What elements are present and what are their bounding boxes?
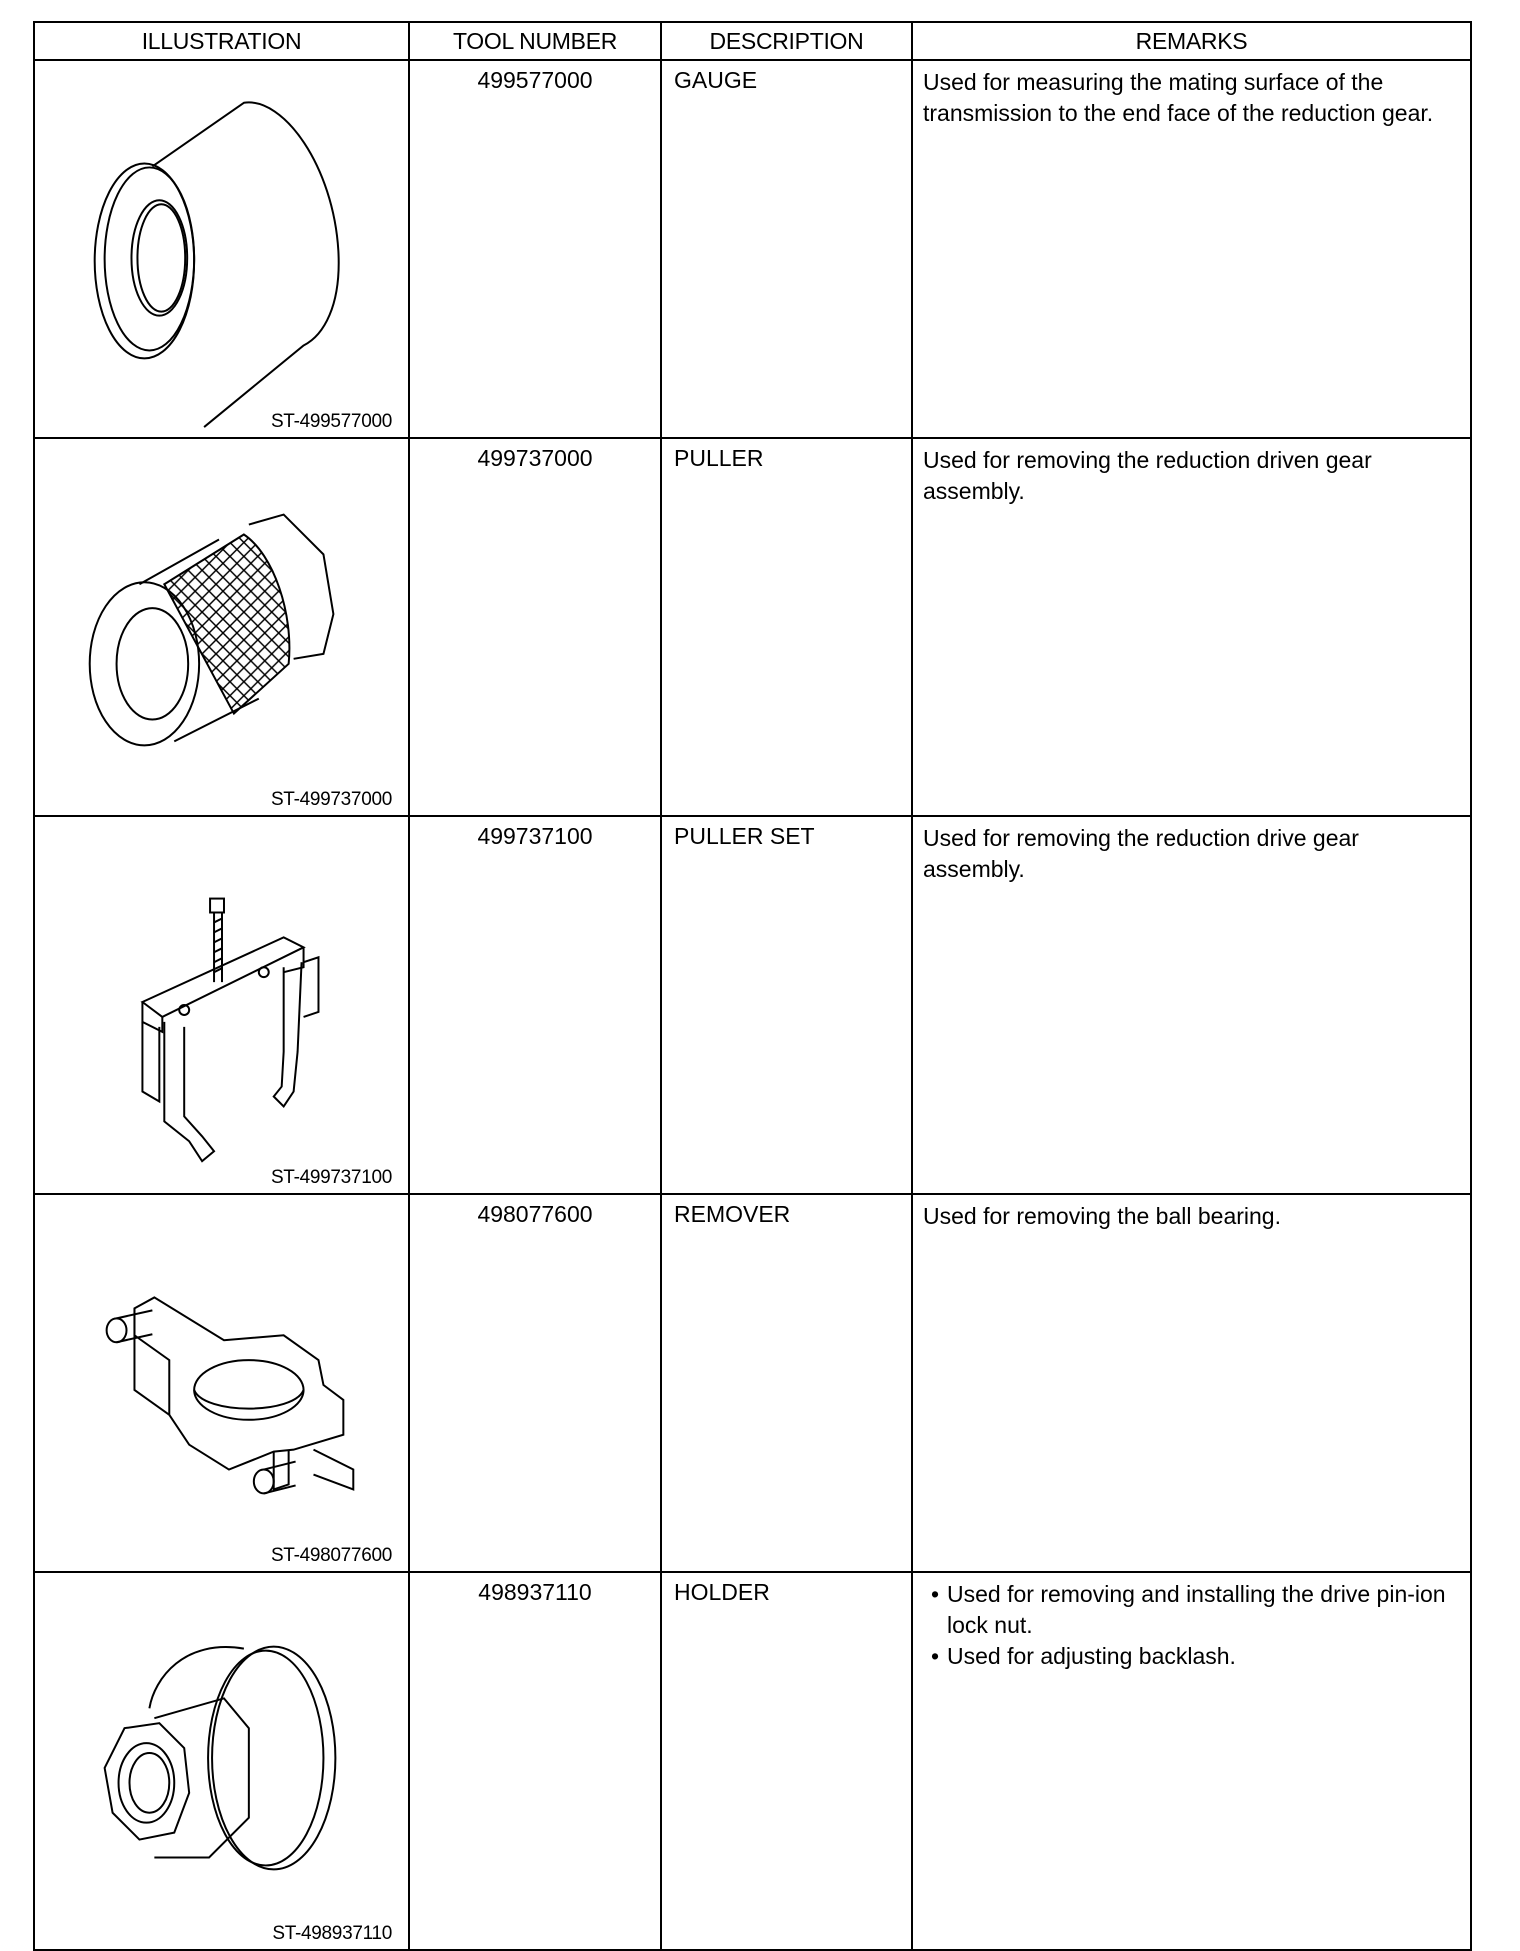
description: GAUGE — [661, 60, 912, 438]
tool-number: 499737100 — [409, 816, 661, 1194]
table-row — [34, 438, 1471, 816]
illustration-cell — [34, 438, 409, 816]
remarks-item: • Used for removing and installing the drive pin-ion lock nut. — [923, 1579, 1460, 1641]
tool-number: 499737000 — [409, 438, 661, 816]
remarks: Used for measuring the mating surface of the transmission to the end face of the reduction gear. — [912, 60, 1471, 438]
illustration-caption: ST-499577000 — [270, 411, 392, 432]
tool-number: 498077600 — [409, 1194, 661, 1572]
illustration-cell — [34, 816, 409, 1194]
illustration-cell — [34, 1194, 409, 1572]
table-row — [34, 816, 1471, 1194]
description: PULLER SET — [661, 816, 912, 1194]
remarks-list — [923, 1579, 1460, 1672]
description: HOLDER — [661, 1572, 912, 1950]
illustration-cell — [34, 60, 409, 438]
tool-number: 498937110 — [409, 1572, 661, 1950]
illustration-caption: ST-498937110 — [272, 1923, 392, 1944]
header-remarks: REMARKS — [912, 22, 1471, 60]
header-description: DESCRIPTION — [661, 22, 912, 60]
description: REMOVER — [661, 1194, 912, 1572]
header-tool-number: TOOL NUMBER — [409, 22, 661, 60]
table-row — [34, 60, 1471, 438]
remarks: Used for removing the reduction driven gear assembly. — [912, 438, 1471, 816]
special-tools-table — [33, 21, 1472, 1951]
illustration-cell — [34, 1572, 409, 1950]
remarks: Used for removing the ball bearing. — [912, 1194, 1471, 1572]
description: PULLER — [661, 438, 912, 816]
remarks — [912, 1572, 1471, 1950]
holder-illustration — [35, 1573, 408, 1949]
header-illustration: ILLUSTRATION — [34, 22, 409, 60]
puller-illustration — [35, 439, 408, 815]
table-row — [34, 1194, 1471, 1572]
puller-set-illustration — [35, 817, 408, 1193]
remover-illustration — [35, 1195, 408, 1571]
gauge-illustration — [35, 61, 408, 437]
tool-number: 499577000 — [409, 60, 661, 438]
header-row — [34, 22, 1471, 60]
remarks-item: • Used for adjusting backlash. — [923, 1641, 1460, 1672]
illustration-caption: ST-498077600 — [270, 1545, 392, 1566]
illustration-caption: ST-499737000 — [270, 789, 392, 810]
remarks: Used for removing the reduction drive gear assembly. — [912, 816, 1471, 1194]
table-row — [34, 1572, 1471, 1950]
illustration-caption: ST-499737100 — [270, 1167, 392, 1188]
